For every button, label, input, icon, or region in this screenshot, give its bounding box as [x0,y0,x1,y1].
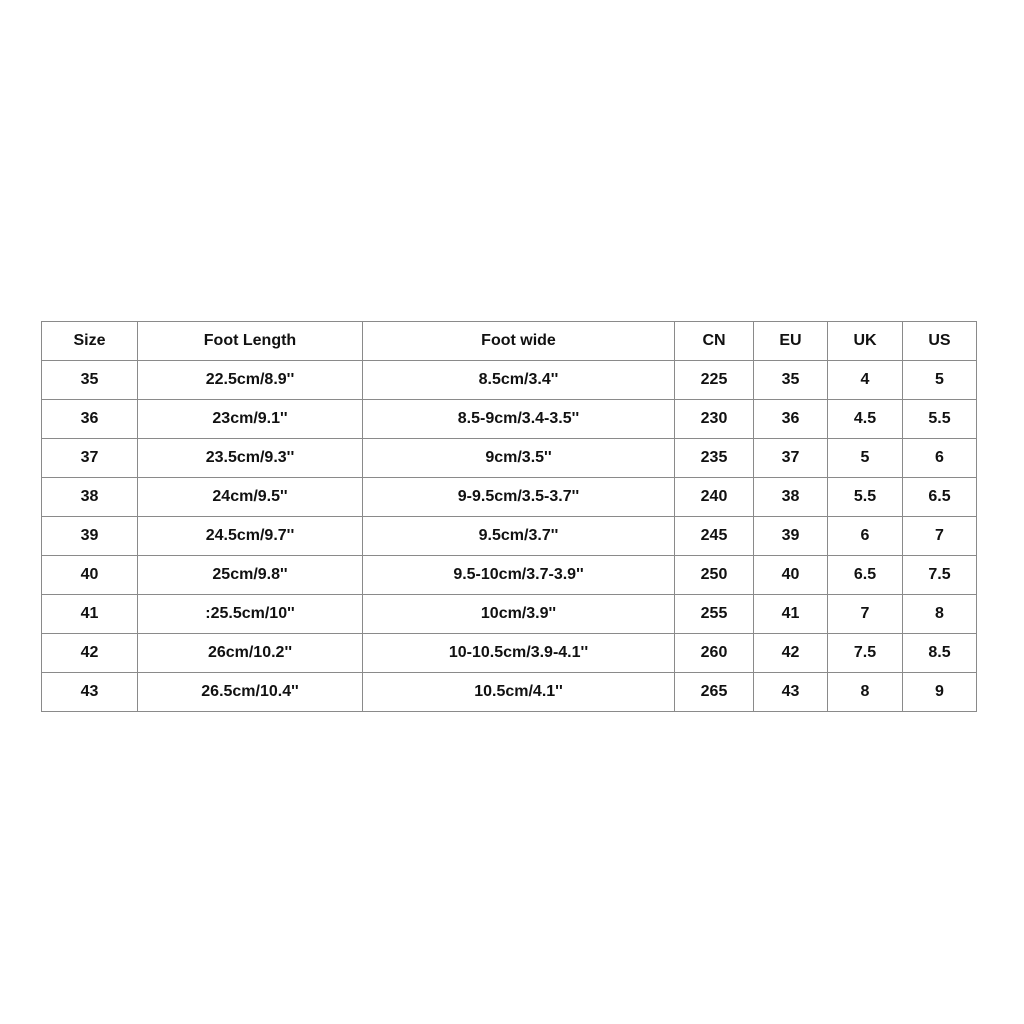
cell-foot-wide: 9-9.5cm/3.5-3.7'' [363,478,675,517]
cell-foot-wide: 9.5cm/3.7'' [363,517,675,556]
cell-us: 9 [903,673,977,712]
cell-size: 43 [42,673,138,712]
cell-us: 7.5 [903,556,977,595]
cell-foot-length: 26cm/10.2'' [138,634,363,673]
cell-eu: 36 [754,400,828,439]
cell-uk: 7 [828,595,903,634]
cell-size: 35 [42,361,138,400]
cell-cn: 265 [675,673,754,712]
table-row [42,361,977,400]
cell-cn: 245 [675,517,754,556]
cell-foot-wide: 10.5cm/4.1'' [363,673,675,712]
header-foot-wide: Foot wide [363,322,675,361]
cell-size: 42 [42,634,138,673]
cell-foot-length: :25.5cm/10'' [138,595,363,634]
header-foot-length: Foot Length [138,322,363,361]
cell-foot-wide: 8.5cm/3.4'' [363,361,675,400]
cell-uk: 7.5 [828,634,903,673]
header-eu: EU [754,322,828,361]
size-chart-table [41,321,977,712]
cell-foot-length: 23cm/9.1'' [138,400,363,439]
cell-uk: 4 [828,361,903,400]
cell-us: 6 [903,439,977,478]
cell-uk: 6 [828,517,903,556]
cell-us: 6.5 [903,478,977,517]
cell-foot-wide: 10-10.5cm/3.9-4.1'' [363,634,675,673]
header-size: Size [42,322,138,361]
cell-eu: 39 [754,517,828,556]
cell-cn: 255 [675,595,754,634]
cell-us: 8.5 [903,634,977,673]
cell-size: 37 [42,439,138,478]
cell-foot-wide: 8.5-9cm/3.4-3.5'' [363,400,675,439]
cell-eu: 38 [754,478,828,517]
cell-size: 38 [42,478,138,517]
table-row [42,634,977,673]
cell-cn: 230 [675,400,754,439]
cell-size: 41 [42,595,138,634]
cell-uk: 6.5 [828,556,903,595]
header-uk: UK [828,322,903,361]
cell-us: 7 [903,517,977,556]
cell-size: 40 [42,556,138,595]
cell-eu: 41 [754,595,828,634]
cell-foot-length: 24cm/9.5'' [138,478,363,517]
cell-eu: 42 [754,634,828,673]
table-row [42,478,977,517]
cell-eu: 35 [754,361,828,400]
cell-size: 39 [42,517,138,556]
cell-foot-length: 26.5cm/10.4'' [138,673,363,712]
table-row [42,556,977,595]
table-row [42,439,977,478]
cell-cn: 235 [675,439,754,478]
cell-foot-length: 22.5cm/8.9'' [138,361,363,400]
cell-size: 36 [42,400,138,439]
cell-eu: 40 [754,556,828,595]
cell-uk: 4.5 [828,400,903,439]
cell-foot-wide: 9.5-10cm/3.7-3.9'' [363,556,675,595]
header-row [42,322,977,361]
table-row [42,595,977,634]
cell-cn: 250 [675,556,754,595]
header-cn: CN [675,322,754,361]
cell-uk: 5.5 [828,478,903,517]
cell-uk: 5 [828,439,903,478]
cell-eu: 37 [754,439,828,478]
table-row [42,400,977,439]
cell-foot-wide: 9cm/3.5'' [363,439,675,478]
cell-us: 5.5 [903,400,977,439]
cell-foot-length: 25cm/9.8'' [138,556,363,595]
cell-us: 5 [903,361,977,400]
table-body [42,361,977,712]
cell-foot-length: 24.5cm/9.7'' [138,517,363,556]
cell-eu: 43 [754,673,828,712]
cell-uk: 8 [828,673,903,712]
cell-cn: 225 [675,361,754,400]
table-row [42,673,977,712]
cell-cn: 260 [675,634,754,673]
header-us: US [903,322,977,361]
cell-foot-length: 23.5cm/9.3'' [138,439,363,478]
cell-foot-wide: 10cm/3.9'' [363,595,675,634]
cell-cn: 240 [675,478,754,517]
table-row [42,517,977,556]
cell-us: 8 [903,595,977,634]
table-header [42,322,977,361]
